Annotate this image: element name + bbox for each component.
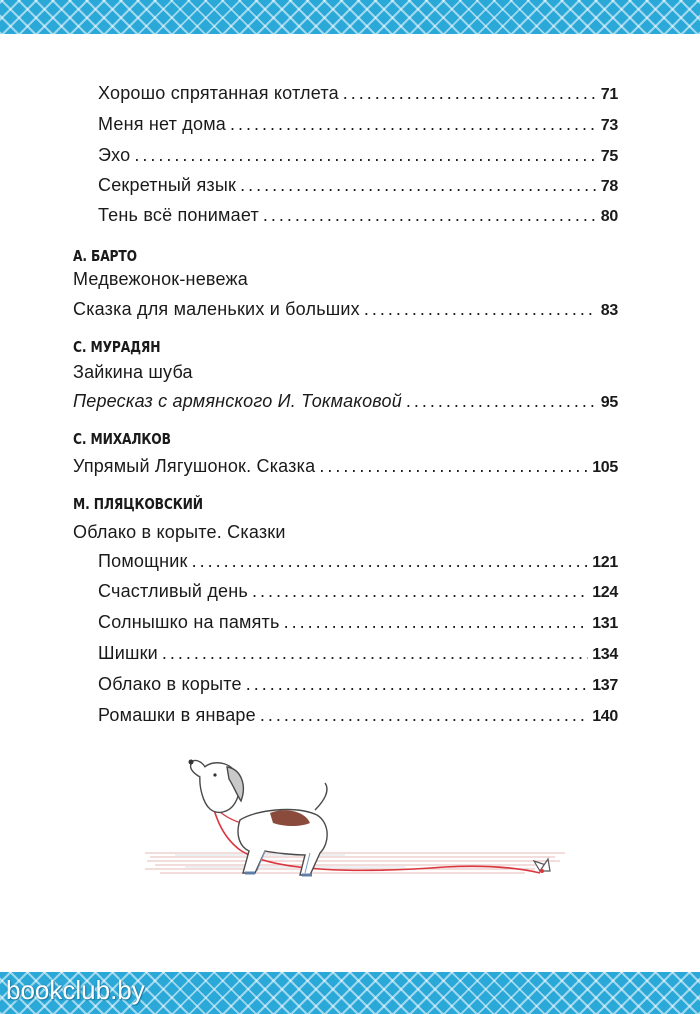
work-title: Облако в корыте. Сказки <box>73 522 286 542</box>
toc-entry-page: 80 <box>600 208 618 225</box>
toc-entry[interactable] <box>98 611 618 635</box>
toc-entry-page: 124 <box>592 584 618 601</box>
toc-entry-page: 71 <box>600 86 618 103</box>
dot-leader <box>240 174 597 196</box>
author-heading: А. БАРТО <box>73 247 137 265</box>
dot-leader <box>263 204 597 226</box>
dot-leader <box>192 550 589 572</box>
toc-entry-title: Секретный язык <box>98 175 237 195</box>
toc-entry-page: 75 <box>600 148 618 165</box>
toc-entry-title: Меня нет дома <box>98 114 226 134</box>
author-heading: С. МУРАДЯН <box>73 338 161 356</box>
toc-entry-title: Помощник <box>98 551 188 571</box>
toc-entry[interactable] <box>73 455 618 479</box>
toc-entry-title: Солнышко на память <box>98 612 280 632</box>
dot-leader <box>406 390 597 412</box>
toc-entry-title: Счастливый день <box>98 581 248 601</box>
dot-leader <box>246 673 588 695</box>
toc-entry-page: 140 <box>592 708 618 725</box>
toc-entry[interactable] <box>98 174 618 198</box>
dot-leader <box>364 298 597 320</box>
toc-entry[interactable] <box>73 390 618 414</box>
toc-entry-title: Хорошо спрятанная котлета <box>98 83 339 103</box>
puppy-illustration-icon <box>145 755 585 895</box>
toc-entry[interactable] <box>98 82 618 106</box>
dot-leader <box>134 144 596 166</box>
toc-entry-title: Шишки <box>98 643 158 663</box>
toc-entry-title: Сказка для маленьких и больших <box>73 299 360 319</box>
toc-entry-title: Ромашки в январе <box>98 705 256 725</box>
dot-leader <box>230 113 597 135</box>
toc-entry-page: 95 <box>600 394 618 411</box>
toc-entry[interactable] <box>98 642 618 666</box>
work-title: Зайкина шуба <box>73 362 193 382</box>
toc-entry-page: 73 <box>600 117 618 134</box>
author-heading: М. ПЛЯЦКОВСКИЙ <box>73 495 203 513</box>
toc-entry[interactable] <box>73 298 618 322</box>
toc-entry-page: 134 <box>592 646 618 663</box>
toc-entry[interactable] <box>98 113 618 137</box>
work-title: Медвежонок-невежа <box>73 269 248 289</box>
toc-entry[interactable] <box>98 704 618 728</box>
toc-entry-page: 78 <box>600 178 618 195</box>
toc-entry-page: 137 <box>592 677 618 694</box>
toc-entry[interactable] <box>98 144 618 168</box>
toc-entry-page: 105 <box>592 459 618 476</box>
toc-entry-page: 121 <box>592 554 618 571</box>
dot-leader <box>260 704 588 726</box>
author-heading: С. МИХАЛКОВ <box>73 430 171 448</box>
toc-entry[interactable] <box>98 673 618 697</box>
toc-entry-title: Упрямый Лягушонок. Сказка <box>73 456 316 476</box>
toc-entry-title: Тень всё понимает <box>98 205 259 225</box>
toc-entry-page: 83 <box>600 302 618 319</box>
dot-leader <box>162 642 588 664</box>
site-logo-watermark: bookclub.by <box>6 975 145 1005</box>
toc-entry[interactable] <box>98 580 618 604</box>
dot-leader <box>252 580 588 602</box>
toc-entry[interactable] <box>98 550 618 574</box>
decorative-top-border <box>0 0 700 34</box>
dot-leader <box>284 611 589 633</box>
toc-entry-title: Эхо <box>98 145 131 165</box>
toc-entry-title: Облако в корыте <box>98 674 242 694</box>
dot-leader <box>319 455 588 477</box>
toc-entry-title: Пересказ с армянского И. Токмаковой <box>73 391 402 411</box>
toc-entry-page: 131 <box>592 615 618 632</box>
toc-entry[interactable] <box>98 204 618 228</box>
dot-leader <box>343 82 597 104</box>
